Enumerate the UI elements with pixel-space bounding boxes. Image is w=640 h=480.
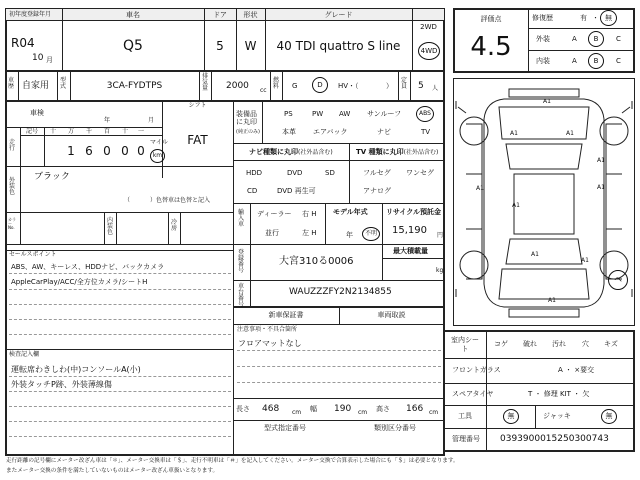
notes-line: フロアマットなし xyxy=(238,339,302,348)
width-label: 幅 xyxy=(310,405,317,413)
max-load-label: 最大積載量 xyxy=(393,247,428,255)
jack-circle xyxy=(601,409,617,424)
shift-label: シフト xyxy=(188,102,207,109)
registration-plate: 大宮310る0006 xyxy=(279,256,354,267)
damage-mark: A1 xyxy=(597,157,605,164)
fuel-label: 燃料 xyxy=(273,77,280,90)
damage-mark: ヘ xyxy=(614,275,622,284)
inspection-year-unit: 年 xyxy=(104,117,111,124)
int-b-circle xyxy=(588,53,604,69)
equipment-subtitle: (純正のみ) xyxy=(236,129,260,135)
rule-line xyxy=(9,304,231,305)
divider xyxy=(262,101,263,143)
recycle-label: リサイクル預託金 xyxy=(386,208,442,216)
divider xyxy=(18,71,19,100)
rule-line xyxy=(9,406,231,407)
divider xyxy=(44,128,45,166)
shape: W xyxy=(244,39,257,53)
displacement-label: 排気量 xyxy=(202,73,209,92)
fuel-g: G xyxy=(292,82,298,90)
grade-label: グレード xyxy=(324,11,353,19)
drive-2wd: 2WD xyxy=(420,23,437,31)
sales-point-line: ABS、AW、キーレス、HDDナビ、バックカメラ xyxy=(11,263,165,271)
rule-line xyxy=(237,366,441,367)
inspector-line: 運転席わきしわ(中)コンソールA(小) xyxy=(11,365,141,374)
mileage-header-man: 万 xyxy=(67,128,74,135)
divider xyxy=(233,420,444,421)
glass-value: A ・ ×要交 xyxy=(558,366,595,374)
divider xyxy=(382,204,383,244)
damage-mark: A1 xyxy=(548,297,556,304)
divider xyxy=(528,50,634,51)
mileage-label: 走行 xyxy=(9,139,16,152)
divider xyxy=(444,428,634,429)
manual: 車両取説 xyxy=(377,311,406,319)
divider xyxy=(412,9,413,70)
divider xyxy=(528,28,634,29)
mileage-header-10man: 十 xyxy=(49,128,56,135)
navi-cd: CD xyxy=(247,187,258,195)
mileage-header-hyaku: 百 xyxy=(103,128,110,135)
ext-a: A xyxy=(572,35,577,43)
registration-label: 登録番号 xyxy=(238,249,245,274)
spare-label: スペアタイヤ xyxy=(452,390,494,398)
rule-line xyxy=(9,421,231,422)
navi-sd: SD xyxy=(325,169,335,177)
int-c: C xyxy=(616,57,621,65)
repair-yes: 有 xyxy=(580,14,587,22)
divider xyxy=(233,101,234,307)
rule-line xyxy=(9,436,231,437)
divider xyxy=(382,245,383,280)
spare-value: T ・ 修理 KIT ・ 欠 xyxy=(528,390,590,398)
mileage-unit-km: km xyxy=(152,152,163,159)
reg-year: R04 xyxy=(11,36,35,50)
color-no-label: カラー No. xyxy=(8,217,16,230)
mileage-km-circle xyxy=(150,149,165,163)
rule-line xyxy=(9,334,231,335)
navi-dvd: DVD xyxy=(287,169,303,177)
tv-title xyxy=(356,149,438,156)
int-a: A xyxy=(572,57,577,65)
ext-b: B xyxy=(593,34,599,43)
glass-label: フロントガラス xyxy=(452,366,501,374)
divider xyxy=(349,144,350,203)
tv-fullseg: フルセグ xyxy=(363,169,391,177)
navi-title-main: ナビ種類に丸印 xyxy=(249,148,298,156)
drive-4wd-circle xyxy=(418,42,440,60)
mileage-digit: 6 xyxy=(85,144,93,158)
tools-label: 工具 xyxy=(458,412,472,420)
divider xyxy=(410,71,411,100)
divider xyxy=(233,398,444,399)
reg-year-label: 初年度登録年月 xyxy=(9,11,52,18)
import-label: 輸入車 xyxy=(238,209,245,228)
grade: 40 TDI quattro S line xyxy=(276,39,401,53)
height-label: 高さ xyxy=(376,405,390,413)
exterior-paren: （ xyxy=(124,197,131,204)
divider xyxy=(528,9,529,72)
class-label: 車歴 xyxy=(8,77,15,90)
divider xyxy=(250,245,251,306)
model: 3CA-FYDTPS xyxy=(106,81,163,91)
sheet-scratch: キズ xyxy=(604,340,618,348)
score-label: 評価点 xyxy=(480,15,502,23)
divider xyxy=(6,244,233,245)
divider xyxy=(233,203,444,204)
length-label: 長さ xyxy=(236,405,250,413)
damage-mark: A1 xyxy=(531,251,539,258)
tools-circle xyxy=(503,409,519,424)
class-value: 自家用 xyxy=(22,81,50,91)
name-label: 車名 xyxy=(126,11,140,19)
class-spec-label: 類別区分番号 xyxy=(374,424,416,432)
inspector-line: 外装タッチP跡、外装薄線傷 xyxy=(11,380,112,389)
car-name: Q5 xyxy=(123,38,143,54)
divider xyxy=(6,212,233,213)
navi-title-sub: (社外品含む) xyxy=(298,149,333,156)
footnote-line: 走行距離の記号欄にメーター改ざん車は「＊」、メーター交換車は「＄」、走行不明車は「＃」を記入してください。メーター交換で合算表示した場合にも「＄」は必要となります。 xyxy=(6,458,459,464)
divider xyxy=(180,213,181,244)
reg-month: 10 xyxy=(32,53,44,63)
drive-4wd: 4WD xyxy=(420,46,438,55)
damage-mark: A1 xyxy=(566,130,574,137)
tv-analog: アナログ xyxy=(363,187,391,195)
sheet-stain: 汚れ xyxy=(552,340,566,348)
navi-dvd-play: DVD 再生可 xyxy=(277,187,316,195)
import-left-h: 左 H xyxy=(302,229,317,237)
mileage-header-jyu: 十 xyxy=(121,128,128,135)
mileage-digit: 0 xyxy=(103,144,111,158)
divider xyxy=(6,349,233,350)
damage-mark-circle xyxy=(608,270,628,290)
divider xyxy=(6,20,444,21)
sheet-tear: 破れ xyxy=(523,340,537,348)
model-label: 型式 xyxy=(60,77,67,90)
ext-b-circle xyxy=(588,31,604,47)
damage-mark: A1 xyxy=(476,185,484,192)
divider xyxy=(398,71,399,100)
fuel-hv: HV・（ xyxy=(338,82,359,90)
navi-hdd: HDD xyxy=(246,169,263,177)
divider xyxy=(325,204,326,244)
mileage-digit: 0 xyxy=(121,144,129,158)
divider xyxy=(233,280,444,281)
width-unit: cm xyxy=(358,409,368,416)
divider xyxy=(199,71,200,100)
int-b: B xyxy=(593,56,599,65)
damage-mark: A1 xyxy=(543,98,551,105)
divider xyxy=(233,160,444,161)
import-right-h: 右 H xyxy=(302,210,317,218)
doors-label: ドア xyxy=(213,11,227,19)
sheet-hole: 穴 xyxy=(582,340,589,348)
score: 4.5 xyxy=(470,32,512,62)
sales-point-title: セールスポイント xyxy=(9,251,57,258)
divider xyxy=(233,324,444,325)
divider xyxy=(233,307,234,456)
damage-mark: A1 xyxy=(597,184,605,191)
capacity-unit: 人 xyxy=(432,85,439,92)
equip-abs: ABS xyxy=(419,110,431,117)
exterior-color: ブラック xyxy=(34,172,70,182)
rule-line xyxy=(9,391,231,392)
recycle-amount: 15,190 xyxy=(392,225,427,236)
divider xyxy=(233,143,444,144)
rule-line xyxy=(9,289,231,290)
length-unit: cm xyxy=(292,409,302,416)
jack-value: 無 xyxy=(605,412,613,420)
width: 190 xyxy=(334,404,352,414)
ac-label: 冷房 xyxy=(171,219,178,232)
mileage-header-sen: 千 xyxy=(85,128,92,135)
repair-no-circle xyxy=(600,10,617,26)
ext-label: 外装 xyxy=(536,35,550,43)
damage-mark: A1 xyxy=(512,202,520,209)
mgmt-value: 0393900015250300743 xyxy=(500,434,609,444)
height-unit: cm xyxy=(429,409,439,416)
capacity: 5 xyxy=(418,81,424,91)
repair-label: 修復歴 xyxy=(532,14,553,22)
divider xyxy=(444,405,634,406)
model-year-unknown-circle xyxy=(362,227,380,241)
import-parallel: 並行 xyxy=(265,229,279,237)
divider xyxy=(211,71,212,100)
ext-c: C xyxy=(616,35,621,43)
rule-line xyxy=(9,376,231,377)
tv-title-main: TV 種類に丸印 xyxy=(356,148,404,156)
divider xyxy=(116,213,117,244)
equip-leather: 本革 xyxy=(282,128,296,136)
mileage-digit: 0 xyxy=(137,144,145,158)
vin-label: 車台番号 xyxy=(238,283,245,308)
mileage-header-symbol: 記号 xyxy=(25,128,38,135)
tv-oneseg: ワンセグ xyxy=(406,169,434,177)
divider xyxy=(382,258,444,259)
divider xyxy=(6,166,233,167)
equip-tv: TV xyxy=(421,128,431,136)
equipment-title: 装備品に丸印 xyxy=(236,110,257,127)
reg-month-unit: 月 xyxy=(46,56,53,64)
rule-line xyxy=(9,319,231,320)
equip-airbag: エアバック xyxy=(313,128,348,136)
exterior-label: 外装色 xyxy=(9,177,16,196)
interior-color-label: 内装色 xyxy=(107,217,114,236)
inspector-title: 検査記入欄 xyxy=(9,351,40,358)
mileage-header-ichi: 一 xyxy=(137,128,144,135)
divider xyxy=(270,71,271,100)
doors: 5 xyxy=(216,39,224,53)
interior-sheet-label: 室内シート xyxy=(451,336,479,354)
model-year-unknown: 不明 xyxy=(364,230,377,237)
divider xyxy=(233,244,444,245)
exterior-note: ）色替車は色替と記入 xyxy=(150,197,211,204)
model-year-unit: 年 xyxy=(346,231,353,239)
cc-unit: cc xyxy=(260,87,267,94)
inspection-month-unit: 月 xyxy=(148,117,155,124)
max-load-unit: kg xyxy=(436,267,444,274)
repair-no: 無 xyxy=(605,13,612,22)
capacity-label: 定員 xyxy=(401,77,408,90)
mgmt-label: 管理番号 xyxy=(452,435,480,443)
divider xyxy=(282,71,283,100)
equip-aw: AW xyxy=(339,110,351,118)
rule-line xyxy=(9,273,231,274)
car-diagram xyxy=(454,79,634,325)
type-spec-label: 型式指定番号 xyxy=(264,424,306,432)
height: 166 xyxy=(406,404,424,414)
divider xyxy=(20,135,162,136)
jack-label: ジャッキ xyxy=(543,412,571,420)
divider xyxy=(444,383,634,384)
damage-mark: A1 xyxy=(510,130,518,137)
displacement: 2000 xyxy=(226,81,249,91)
fuel-d-circle xyxy=(312,77,328,93)
equip-sunroof: サンルーフ xyxy=(367,110,402,118)
int-label: 内装 xyxy=(536,57,550,65)
divider xyxy=(20,167,21,212)
import-dealer: ディーラー xyxy=(257,210,292,218)
length: 468 xyxy=(262,404,280,414)
recycle-unit: 円 xyxy=(437,232,444,239)
divider xyxy=(104,213,105,244)
equip-navi: ナビ xyxy=(377,128,391,136)
new-warranty: 新車保証書 xyxy=(268,311,304,319)
rule-line xyxy=(237,382,441,383)
mileage-digit: 1 xyxy=(67,144,75,158)
equip-ps: PS xyxy=(284,110,293,118)
divider xyxy=(20,213,21,244)
shift: FAT xyxy=(187,133,208,147)
shape-label: 形状 xyxy=(243,11,258,19)
mileage-unit-mile: マイル xyxy=(150,139,168,146)
rule-line xyxy=(237,350,441,351)
equip-pw: PW xyxy=(312,110,324,118)
divider xyxy=(250,204,251,244)
notes-title: 注意事項・不具合箇所 xyxy=(237,326,298,333)
repair-sep: ・ xyxy=(592,14,599,22)
vin-value: WAUZZZFY2N2134855 xyxy=(289,287,392,297)
divider xyxy=(444,358,634,359)
footnote-line: またメーター交換の条件を満たしていないものはメーター改ざん車扱いとなります。 xyxy=(6,468,219,474)
fuel-d: D xyxy=(317,80,323,89)
divider xyxy=(535,406,536,428)
fuel-hv-close: ） xyxy=(386,82,393,90)
sheet-burn: コゲ xyxy=(494,340,508,348)
divider xyxy=(6,100,444,102)
model-year-label: モデル年式 xyxy=(333,208,368,216)
damage-mark: A1 xyxy=(581,257,589,264)
navi-title xyxy=(249,149,333,156)
equip-abs-circle xyxy=(416,106,434,122)
tools-value: 無 xyxy=(507,412,515,420)
divider xyxy=(57,71,58,100)
divider xyxy=(168,213,169,244)
inspection-title: 車検 xyxy=(30,109,44,117)
divider xyxy=(6,70,444,72)
tv-title-sub: (社外品含む) xyxy=(403,149,439,156)
sales-point-line: AppleCarPlay/ACC/全方位カメラ/シートH xyxy=(11,278,148,286)
